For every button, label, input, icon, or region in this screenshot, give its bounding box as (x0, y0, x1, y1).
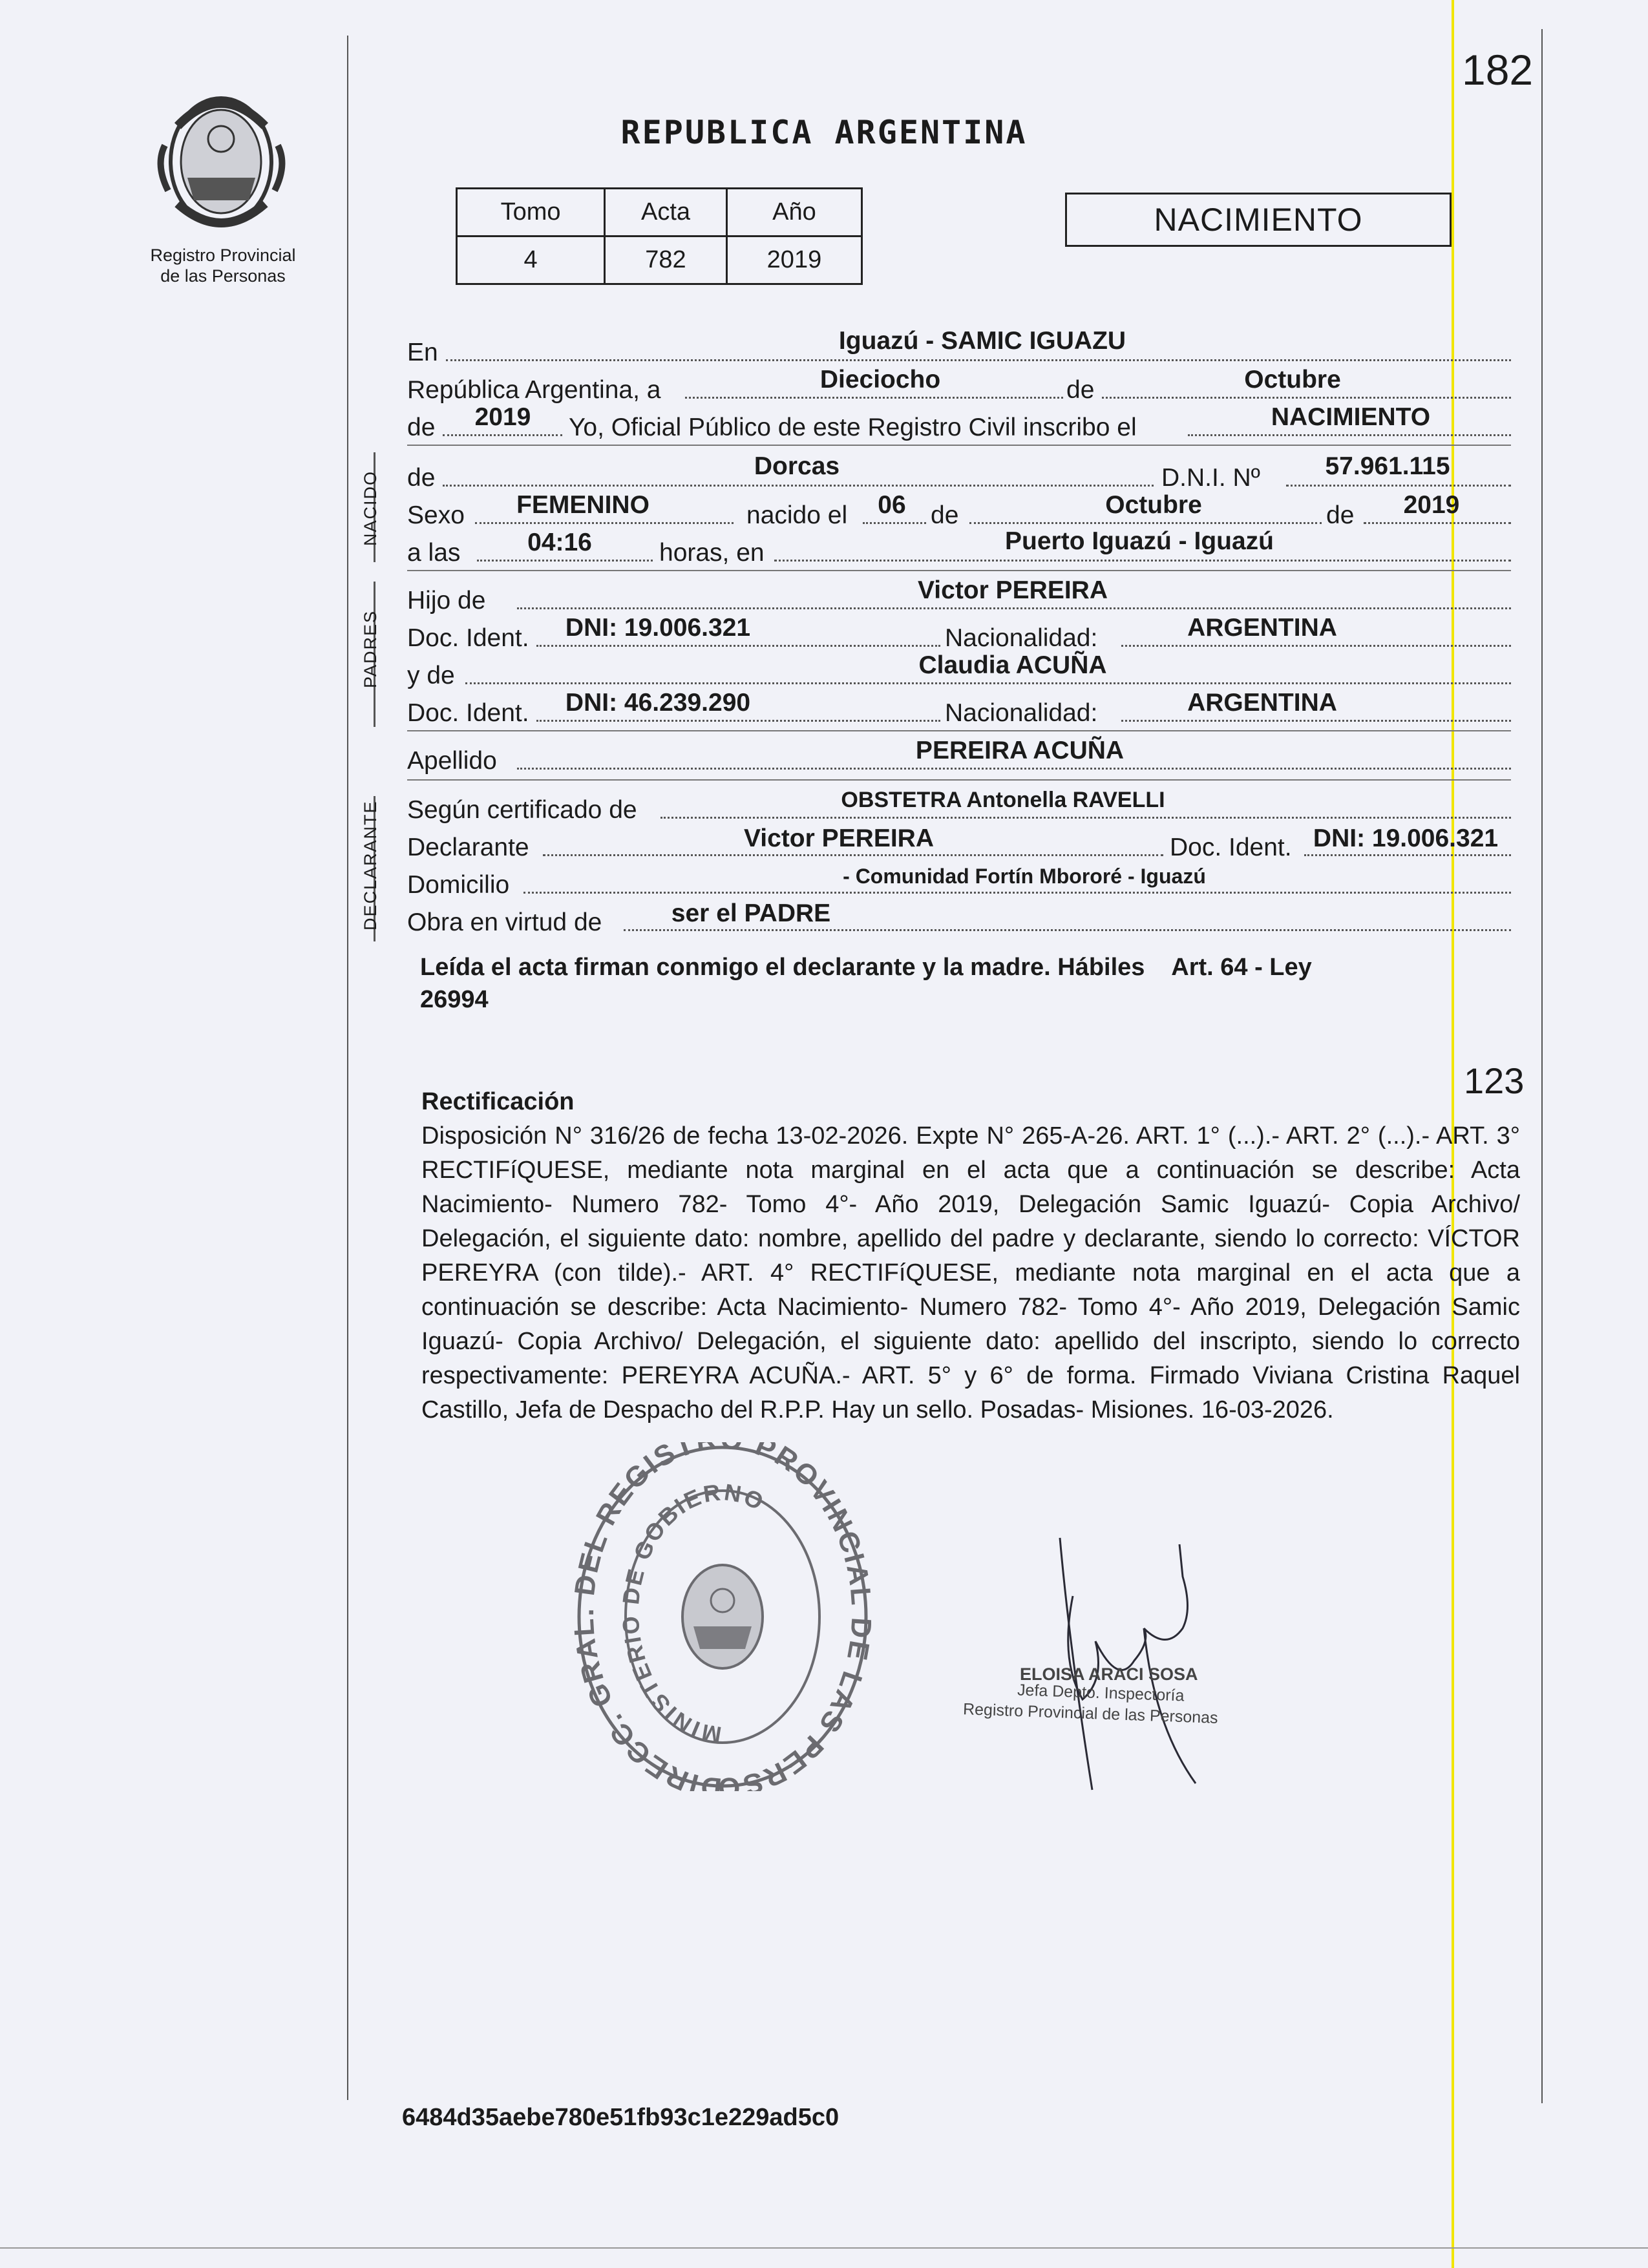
decl-doc-value: DNI: 19.006.321 (1313, 824, 1499, 852)
acta-value: 782 (605, 236, 727, 284)
alas-label: a las (407, 539, 461, 567)
page-number: 182 (1462, 46, 1534, 94)
rectificacion-body: Disposición N° 316/26 de fecha 13-02-2026. Expte N° 265-A-26. ART. 1° (...).- ART. 2° (...).- ART. 3° RECTIFíQUESE, mediante nota marginal en el acta que a continuación se describe: Acta Nacimiento- Numero 782- Tomo 4°- Año 2019, Delegación Samic Iguazú- Copia Archivo/ Delegación, el siguiente dato: nombre, apellido del padre y declarante, siendo lo correcto: VÍCTOR PEREYRA (con tilde).- ART. 4° RECTIFíQUESE, mediante nota marginal en el acta que a continuación se describe: Acta Nacimiento- Numero 782- Tomo 4°- Año 2019, Delegación Samic Iguazú- Copia Archivo/ Delegación, el siguiente dato: apellido del inscripto, siendo lo correcto respectivamente: PEREYRA ACUÑA.- ART. 5° y 6° de forma. Firmado Viviana Cristina Raquel Castillo, Jefa de Despacho del R.P.P. Hay un sello. Posadas- Misiones. 16-03-2026. (421, 1122, 1520, 1423)
intro-day-value: Dieciocho (819, 366, 941, 394)
birth-day-dots (863, 522, 926, 524)
acta-header: Acta (605, 189, 727, 236)
padres-section-label: PADRES (361, 609, 380, 688)
de2-label: de (407, 414, 436, 441)
decl-doc-label: Doc. Ident. (1170, 834, 1292, 861)
place-dots (774, 560, 1511, 562)
stamp-inner-text: MINISTERIO DE GOBIERNO (617, 1478, 770, 1748)
apellido-dots (517, 768, 1511, 770)
obra-label: Obra en virtud de (407, 908, 602, 936)
closing-line1: Leída el acta firman conmigo el declarante y la madre. Hábiles Art. 64 - Ley (420, 954, 1312, 981)
mother-nat-value: ARGENTINA (1187, 689, 1337, 717)
yde-label: y de (407, 662, 455, 689)
stamp-outer-text: DIRECC. GR EL REGIST PROVINCI LAS PERSO (574, 1442, 871, 1791)
bottom-edge-line (0, 2247, 1648, 2249)
nacido-el-label: nacido el (746, 501, 848, 529)
mother-nat-dots (1121, 720, 1511, 722)
nacido-place-value: Puerto Iguazú - Iguazú (1005, 527, 1274, 555)
signature-title2: Registro Provincial de las Personas (962, 1700, 1219, 1727)
time-dots (477, 560, 653, 562)
dni-label: D.N.I. Nº (1161, 464, 1260, 492)
name-dots (443, 485, 1154, 487)
signature-name: ELOISA ARACI SOSA (1020, 1664, 1198, 1684)
month-dots (1102, 397, 1511, 399)
father-value: Victor PEREIRA (917, 576, 1108, 604)
tomo-value: 4 (457, 236, 605, 284)
anio-header: Año (726, 189, 861, 236)
nacido-dni-value: 57.961.115 (1325, 452, 1450, 480)
father-doc-label: Doc. Ident. (407, 624, 529, 652)
birth-year-dots (1364, 522, 1511, 524)
day-dots (685, 397, 1063, 399)
decl-doc-dots (1304, 854, 1511, 856)
nacido-separator (407, 570, 1511, 571)
rectificacion-number: 123 (1464, 1060, 1525, 1101)
acto-dots (1188, 434, 1511, 436)
padres-separator (407, 730, 1511, 731)
year-dots (443, 434, 562, 436)
registry-name-line2: de las Personas (160, 266, 286, 286)
signature-scribble-icon (1021, 1518, 1234, 1809)
mother-nat-label: Nacionalidad: (945, 699, 1098, 727)
mother-doc-label: Doc. Ident. (407, 699, 529, 727)
registry-name-line1: Registro Provincial (150, 246, 296, 265)
obra-value: ser el PADRE (671, 899, 831, 927)
decl-value: Victor PEREIRA (743, 824, 935, 852)
father-nat-label: Nacionalidad: (945, 624, 1098, 652)
dom-label: Domicilio (407, 871, 510, 899)
record-type-box: NACIMIENTO (1065, 193, 1452, 247)
intro-separator (407, 445, 1511, 446)
document-hash: 6484d35aebe780e51fb93c1e229ad5c0 (402, 2104, 840, 2131)
sexo-label: Sexo (407, 501, 465, 529)
dom-dots (523, 892, 1511, 894)
apellido-value: PEREIRA ACUÑA (915, 737, 1125, 764)
mother-dots (465, 682, 1511, 684)
book-table (456, 187, 863, 285)
country-title: REPUBLICA ARGENTINA (620, 114, 1028, 151)
yo-label: Yo, Oficial Público de este Registro Civil inscribo el (569, 414, 1137, 441)
father-dots (517, 607, 1511, 609)
declarante-section-label: DECLARANTE (361, 800, 380, 930)
horas-label: horas, en (659, 539, 765, 567)
dni-dots (1286, 485, 1511, 487)
cert-dots (660, 817, 1511, 819)
closing-line2: 26994 (420, 986, 489, 1013)
dom-value: - Comunidad Fortín Mbororé - Iguazú (843, 865, 1206, 888)
en-label: En (407, 339, 438, 366)
nacido-de2-label: de (931, 501, 959, 529)
mother-doc-dots (536, 720, 940, 722)
mother-doc-value: DNI: 46.239.290 (565, 689, 751, 717)
decl-label: Declarante (407, 834, 529, 861)
intro-year-value: 2019 (474, 403, 531, 431)
province-seal-icon (152, 81, 291, 233)
nacido-de-label: de (407, 464, 436, 492)
father-doc-dots (536, 645, 940, 647)
stamp-seal-icon (574, 1442, 871, 1791)
apellido-separator (407, 779, 1511, 781)
nacido-day-value: 06 (878, 491, 906, 519)
en-dots (446, 359, 1511, 361)
rectificacion-title: Rectificación (421, 1088, 575, 1115)
nacido-year-value: 2019 (1403, 491, 1460, 519)
nacido-time-value: 04:16 (527, 529, 592, 556)
handwritten-signature (1021, 1518, 1234, 1809)
tomo-header: Tomo (457, 189, 605, 236)
mother-value: Claudia ACUÑA (918, 651, 1107, 679)
nacido-name-value: Dorcas (754, 452, 840, 480)
de-label: de (1066, 376, 1095, 404)
intro-acto-value: NACIMIENTO (1271, 403, 1431, 431)
father-doc-value: DNI: 19.006.321 (565, 614, 751, 642)
province-logo (152, 81, 291, 233)
nacido-month-value: Octubre (1105, 491, 1202, 519)
intro-month-value: Octubre (1244, 366, 1341, 394)
obra-dots (624, 929, 1511, 931)
apellido-label: Apellido (407, 747, 497, 775)
right-margin-line (1541, 29, 1543, 2103)
nacido-sexo-value: FEMENINO (516, 491, 650, 519)
cert-label: Según certificado de (407, 796, 637, 824)
en-value: Iguazú - SAMIC IGUAZU (838, 327, 1126, 355)
birth-month-dots (969, 522, 1322, 524)
cert-value: OBSTETRA Antonella RAVELLI (841, 788, 1165, 812)
left-margin-line (347, 36, 348, 2100)
official-stamp (574, 1442, 871, 1791)
nacido-de3-label: de (1326, 501, 1355, 529)
father-nat-dots (1121, 645, 1511, 647)
hijo-label: Hijo de (407, 587, 486, 614)
signature-title1: Jefa Depto. Inspectoría (1017, 1681, 1185, 1705)
nacido-section-label: NACIDO (361, 470, 380, 546)
father-nat-value: ARGENTINA (1187, 614, 1337, 642)
anio-value: 2019 (726, 236, 861, 284)
sexo-dots (475, 522, 734, 524)
republica-label: República Argentina, a (407, 376, 661, 404)
decl-dots (543, 854, 1163, 856)
